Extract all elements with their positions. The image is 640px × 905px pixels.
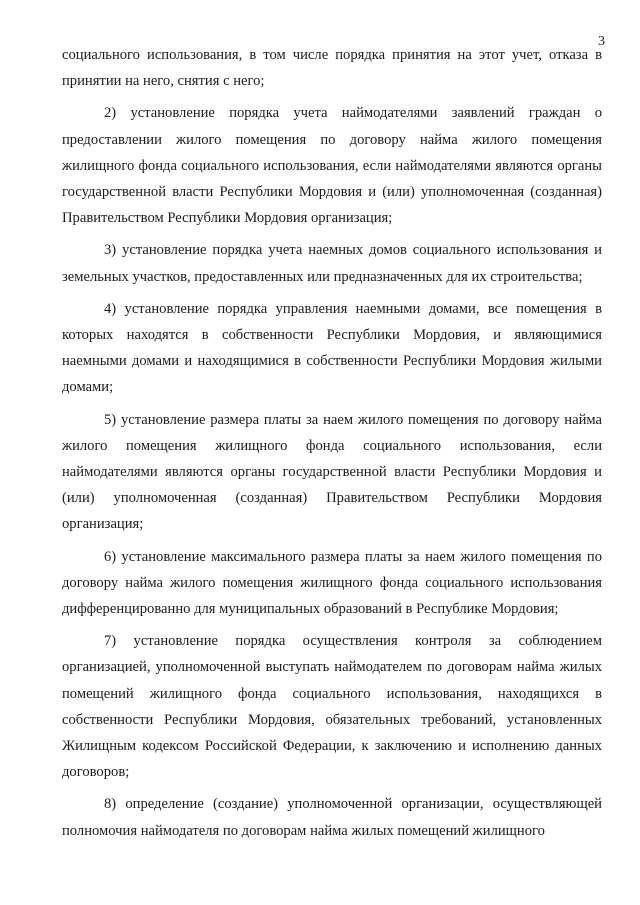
paragraph-item-2: 2) установление порядка учета наймодателями заявлений граждан о предоставлении жилого помещения по договору найма жилого помещения жилищного фонда социального использования, если наймодателями являются органы государственной власти Республики Мордовия и (или) уполномоченная (созданная) Правительством Республики Мордовия организация; [62, 105, 602, 227]
paragraph-item-7: 7) установление порядка осуществления контроля за соблюдением организацией, уполномоченной выступать наймодателем по договорам найма жилых помещений жилищного фонда социального использования, находящихся в собственности Республики Мордовия, обязательных требований, установленных Жилищным кодексом Российской Федерации, к заключению и исполнению данных договоров; [62, 633, 602, 781]
page-number: 3 [598, 34, 605, 49]
paragraph-item-3: 3) установление порядка учета наемных домов социального использования и земельных участков, предоставленных или предназначенных для их строительства; [62, 242, 602, 285]
paragraph-item-4: 4) установление порядка управления наемными домами, все помещения в которых находятся в собственности Республики Мордовия, и являющимися наемными домами и находящимися в собственности Республики Мордовия жилыми домами; [62, 300, 602, 396]
paragraph-item-5: 5) установление размера платы за наем жилого помещения по договору найма жилого помещения жилищного фонда социального использования, если наймодателями являются органы государственной власти Республики Мордовия и (или) уполномоченная (созданная) Правительством Республики Мордовия организация; [62, 411, 602, 533]
paragraph-continuation: социального использования, в том числе порядка принятия на этот учет, отказа в принятии на него, снятия с него; [62, 47, 602, 90]
paragraph-item-6: 6) установление максимального размера платы за наем жилого помещения по договору найма жилого помещения жилищного фонда социального использования дифференцированно для муниципальных образований в Республике Мордовия; [62, 548, 602, 618]
paragraph-item-8: 8) определение (создание) уполномоченной организации, осуществляющей полномочия наймодателя по договорам найма жилых помещений жилищного [62, 796, 602, 839]
document-body [62, 42, 602, 844]
